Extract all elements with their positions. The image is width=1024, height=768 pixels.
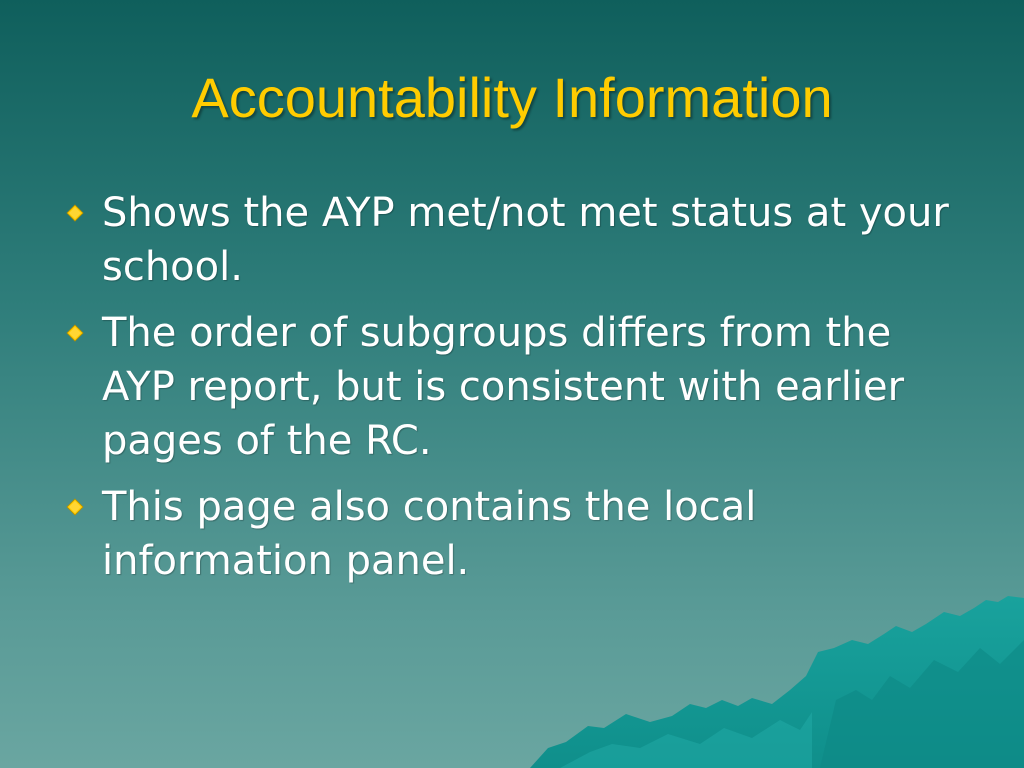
diamond-icon: [66, 498, 84, 516]
bullet-item: [66, 306, 966, 468]
bullet-item: [66, 480, 966, 588]
diamond-icon: [66, 204, 84, 222]
bullet-text: Shows the AYP met/not met status at your school.: [102, 190, 949, 290]
slide-title: Accountability Information: [191, 66, 833, 129]
diamond-icon: [66, 324, 84, 342]
bullet-text: This page also contains the local information panel.: [102, 484, 757, 584]
bullet-item: [66, 186, 966, 294]
bullet-text: The order of subgroups differs from the AYP report, but is consistent with earlier pages of the RC.: [102, 310, 905, 464]
bullet-list: [66, 186, 966, 600]
